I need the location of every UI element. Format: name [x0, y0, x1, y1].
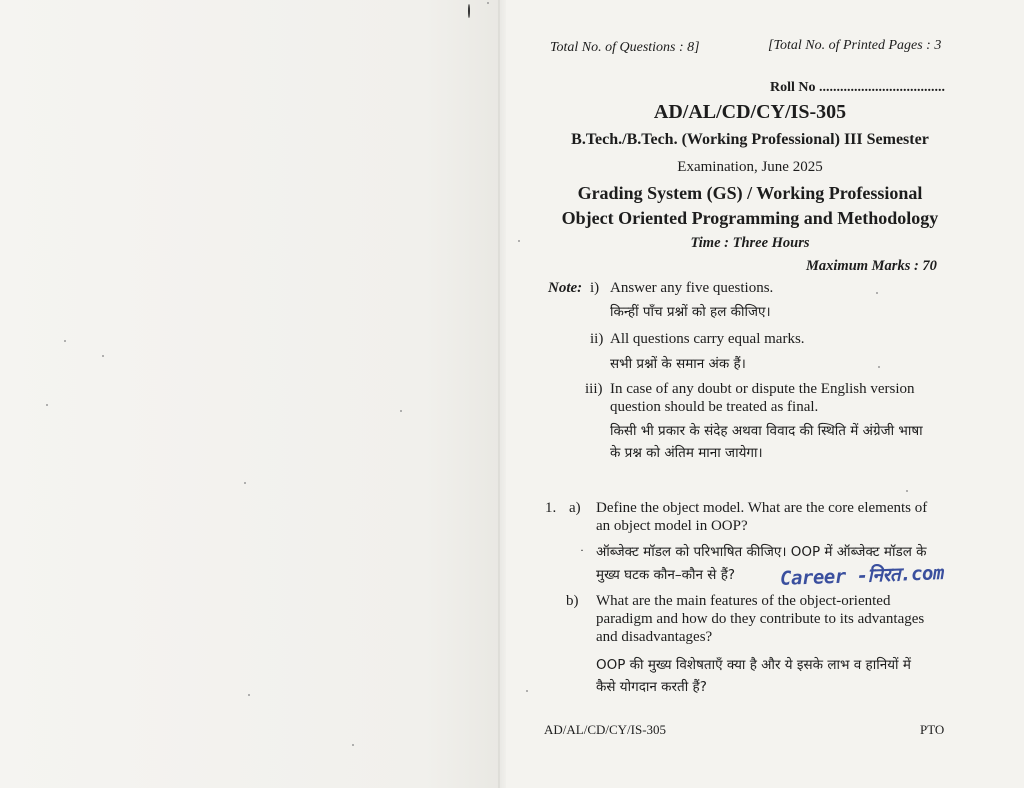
- question-text-en: What are the main features of the object-oriented: [596, 593, 891, 609]
- roll-no: Roll No ....................................: [770, 80, 945, 95]
- question-text-en: and disadvantages?: [596, 629, 713, 645]
- speck: [876, 292, 878, 294]
- question-text-en: an object model in OOP?: [596, 518, 748, 534]
- speck: [906, 490, 908, 492]
- left-blank-page: [0, 0, 500, 788]
- question-text-hi: कैसे योगदान करती हैं?: [596, 679, 707, 695]
- max-marks: Maximum Marks : 70: [806, 258, 937, 274]
- part-label: b): [566, 593, 579, 609]
- speck: [64, 340, 66, 342]
- question-text-en: Define the object model. What are the core elements of: [596, 500, 928, 516]
- note-text-hi: सभी प्रश्नों के समान अंक हैं।: [610, 356, 746, 372]
- note-text-en: Answer any five questions.: [610, 280, 774, 296]
- note-text-en: In case of any doubt or dispute the English version: [610, 381, 915, 397]
- note-text-hi: किन्हीं पाँच प्रश्नों को हल कीजिए।: [610, 304, 771, 320]
- subject-title: Object Oriented Programming and Methodology: [561, 208, 939, 228]
- note-text-en: question should be treated as final.: [610, 399, 819, 415]
- speck: [518, 240, 520, 242]
- speck: [352, 744, 354, 746]
- note-label: Note:: [548, 280, 583, 296]
- part-label: a): [569, 500, 581, 516]
- pto-label: PTO: [920, 722, 945, 737]
- exam-time: Time : Three Hours: [690, 235, 810, 251]
- note-text-en: All questions carry equal marks.: [610, 331, 805, 347]
- note-number: ii): [590, 331, 604, 347]
- total-pages: [Total No. of Printed Pages : 3: [768, 38, 942, 53]
- paper-code: AD/AL/CD/CY/IS-305: [653, 101, 847, 123]
- speck: [46, 404, 48, 406]
- question-text-hi: OOP की मुख्य विशेषताएँ क्या है और ये इसके लाभ व हानियों में: [596, 657, 911, 673]
- note-number: i): [590, 280, 600, 296]
- speck: [526, 690, 528, 692]
- course-title: B.Tech./B.Tech. (Working Professional) III Semester: [571, 131, 929, 148]
- footer-code: AD/AL/CD/CY/IS-305: [544, 722, 667, 737]
- speck: [487, 2, 489, 4]
- speck: [244, 482, 246, 484]
- speck: [878, 366, 880, 368]
- question-number: 1.: [545, 500, 557, 516]
- question-text-hi: ऑब्जेक्ट मॉडल को परिभाषित कीजिए। OOP में ऑब्जेक्ट मॉडल के: [596, 544, 927, 560]
- note-text-hi: किसी भी प्रकार के संदेह अथवा विवाद की स्थिति में अंग्रेजी भाषा: [610, 423, 923, 439]
- note-text-hi: के प्रश्न को अंतिम माना जायेगा।: [610, 445, 763, 461]
- bullet-mark: ·: [580, 543, 584, 557]
- watermark-stamp: Career -निरत.com: [779, 562, 945, 590]
- speck: [102, 355, 104, 357]
- question-text-en: paradigm and how do they contribute to its advantages: [596, 611, 925, 627]
- speck: [400, 410, 402, 412]
- page-mark: [468, 4, 470, 18]
- note-number: iii): [585, 381, 603, 397]
- total-questions: Total No. of Questions : 8]: [550, 40, 700, 55]
- question-text-hi: मुख्य घटक कौन–कौन से हैं?: [596, 567, 736, 583]
- grading-scheme: Grading System (GS) / Working Professional: [577, 183, 923, 203]
- exam-session: Examination, June 2025: [677, 159, 823, 175]
- speck: [248, 694, 250, 696]
